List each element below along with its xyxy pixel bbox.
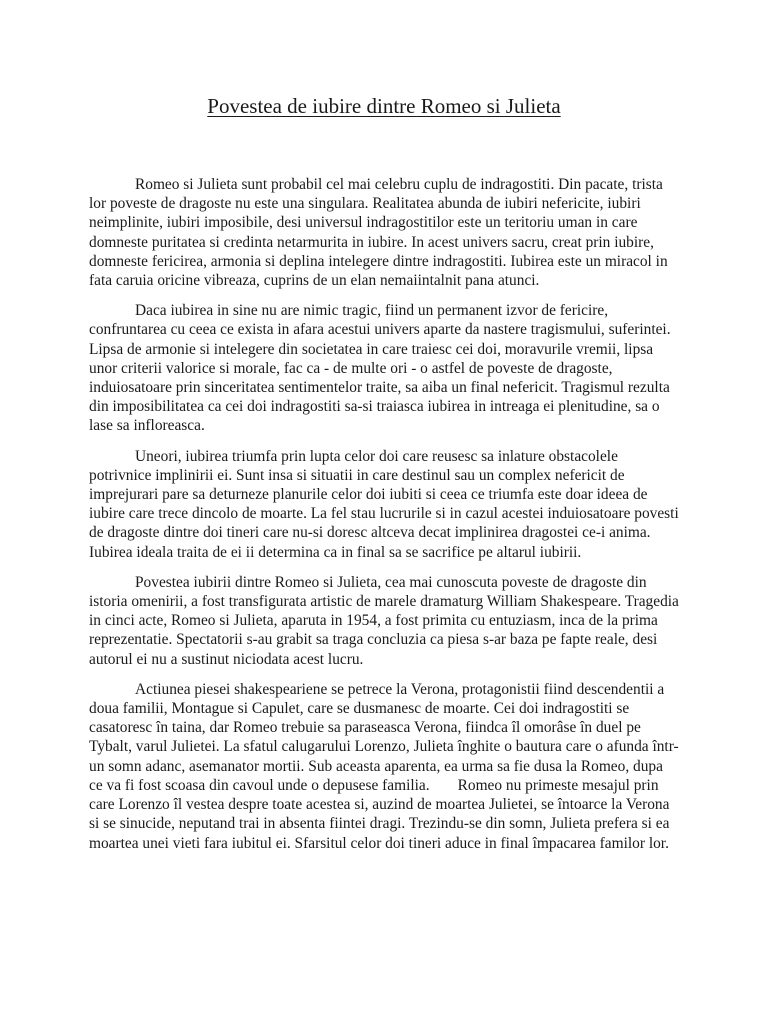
paragraph-1: Romeo si Julieta sunt probabil cel mai celebru cuplu de indragostiti. Din pacate, trista lor poveste de dragoste nu este una singulara. Realitatea abunda de iubiri nefericite, iubiri neimplinite, iubiri imposibile, desi universul indragostitilor este un teritoriu uman in care domneste puritatea si credinta netarmurita in iubire. In acest univers sacru, creat prin iubire, domneste fericirea, armonia si deplina intelegere dintre indragostiti. Iubirea este un miracol in fata caruia oricine vibreaza, cuprins de un elan nemaiintalnit pana atunci. [89, 176, 668, 290]
document-body [89, 175, 679, 853]
paragraph-4: Povestea iubirii dintre Romeo si Julieta, cea mai cunoscuta poveste de dragoste din istoria omenirii, a fost transfigurata artistic de marele dramaturg William Shakespeare. Tragedia in cinci acte, Romeo si Julieta, aparuta in 1954, a fost primita cu entuziasm, inca de la prima reprezentatie. Spectatorii s-au grabit sa traga concluzia ca piesa s-ar baza pe fapte reale, desi autorul ei nu a sustinut niciodata acest lucru. [89, 573, 679, 668]
paragraph-3: Uneori, iubirea triumfa prin lupta celor doi care reusesc sa inlature obstacolele potrivnice implinirii ei. Sunt insa si situatii in care destinul sau un complex nefericit de imprejurari pare sa deturneze planurile celor doi iubiti si ceea ce triumfa este doar ideea de iubire care trece dincolo de moarte. La fel stau lucrurile si in cazul acestei induiosatoare povesti de dragoste dintre doi tineri care nu-si doresc altceva decat implinirea dragostei ce-i anima. Iubirea ideala traita de ei ii determina ca in final sa se sacrifice pe altarul iubirii. [89, 447, 679, 561]
document-title: Povestea de iubire dintre Romeo si Julieta [207, 94, 561, 118]
paragraph-2: Daca iubirea in sine nu are nimic tragic, fiind un permanent izvor de fericire, confruntarea cu ceea ce exista in afara acestui univers aparte da nastere tragismului, suferintei. Lipsa de armonie si intelegere din societatea in care traiesc cei doi, moravurile vremii, lipsa unor criterii valorice si morale, fac ca - de multe ori - o astfel de poveste de dragoste, induiosatoare prin sinceritatea sentimentelor traite, sa aiba un final nefericit. Tragismul rezulta din imposibilitatea ca cei doi indragostiti sa-si traiasca iubirea in intreaga ei plenitudine, sa o lase sa infloreasca. [89, 302, 671, 435]
paragraph-5-continuation: Romeo nu primeste mesajul prin care Lorenzo îl vestea despre toate acestea si, auzind de moartea Julietei, se întoarce la Verona si se sinucide, neputand trai in absenta fiintei dragi. Trezindu-se din somn, Julieta prefera si ea moartea unei vieti fara iubitul ei. Sfarsitul celor doi tineri aduce in final împacarea familor lor. [89, 776, 670, 852]
paragraph-5-text: Actiunea piesei shakespeariene se petrece la Verona, protagonistii fiind descendentii a doua familii, Montague si Capulet, care se dusmanesc de moarte. Cei doi indragostiti se casatoresc în taina, dar Romeo trebuie sa paraseasca Verona, fiindca îl omorâse în duel pe Tybalt, varul Julietei. La sfatul calugarului Lorenzo, Julieta înghite o bautura care o afunda într-un somn adanc, asemanator mortii. Sub aceasta aparenta, ea urma sa fie dusa la Romeo, dupa ce va fi fost scoasa din cavoul unde o depusese familia. [89, 680, 679, 794]
paragraph-5 [89, 680, 679, 853]
